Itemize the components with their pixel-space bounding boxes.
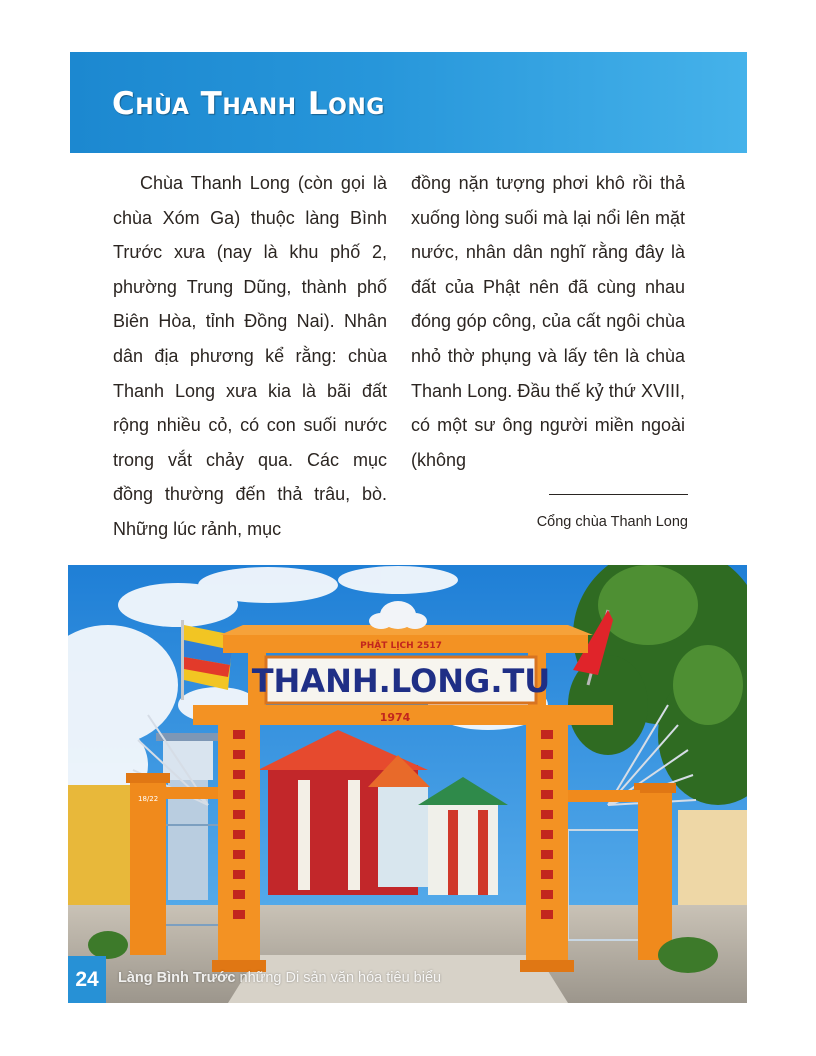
running-footer — [118, 970, 441, 986]
caption-rule — [549, 494, 688, 495]
paragraph-right: đồng nặn tượng phơi khô rồi thả xuống lòng suối mà lại nổi lên mặt nước, nhân dân nghĩ rằng đây là đất của Phật nên đã cùng nhau đóng góp công, của cất ngôi chùa nhỏ thờ phụng và lấy tên là chùa Thanh Long. Đầu thế kỷ thứ XVIII, có một sư ông người miền ngoài (không — [411, 173, 685, 470]
page-title: Chùa Thanh Long — [112, 86, 385, 122]
photo-caption: Cổng chùa Thanh Long — [536, 514, 688, 530]
paragraph-left: Chùa Thanh Long (còn gọi là chùa Xóm Ga) thuộc làng Bình Trước xưa (nay là khu phố 2, phường Trung Dũng, thành phố Biên Hòa, tỉnh Đồng Nai). Nhân dân địa phương kể rằng: chùa Thanh Long xưa kia là bãi đất rộng nhiều cỏ, có con suối nước trong vắt chảy qua. Các mục đồng thường đến thả trâu, bò. Những lúc rảnh, mục — [113, 173, 387, 539]
gate-top-text: PHẬT LỊCH 2517 — [360, 641, 442, 651]
title-banner — [70, 52, 747, 153]
temple-gate-photo — [68, 565, 747, 1003]
page-number: 24 — [68, 956, 106, 1003]
text-column-left — [113, 166, 387, 547]
gate-sign-text: THANH.LONG.TU — [251, 662, 551, 700]
book-subtitle: những Di sản văn hóa tiêu biểu — [235, 970, 442, 986]
gate-year-text: 1974 — [379, 711, 411, 724]
house-number-text: 18/22 — [138, 795, 159, 803]
text-column-right — [411, 166, 685, 477]
book-title: Làng Bình Trước — [118, 970, 236, 986]
